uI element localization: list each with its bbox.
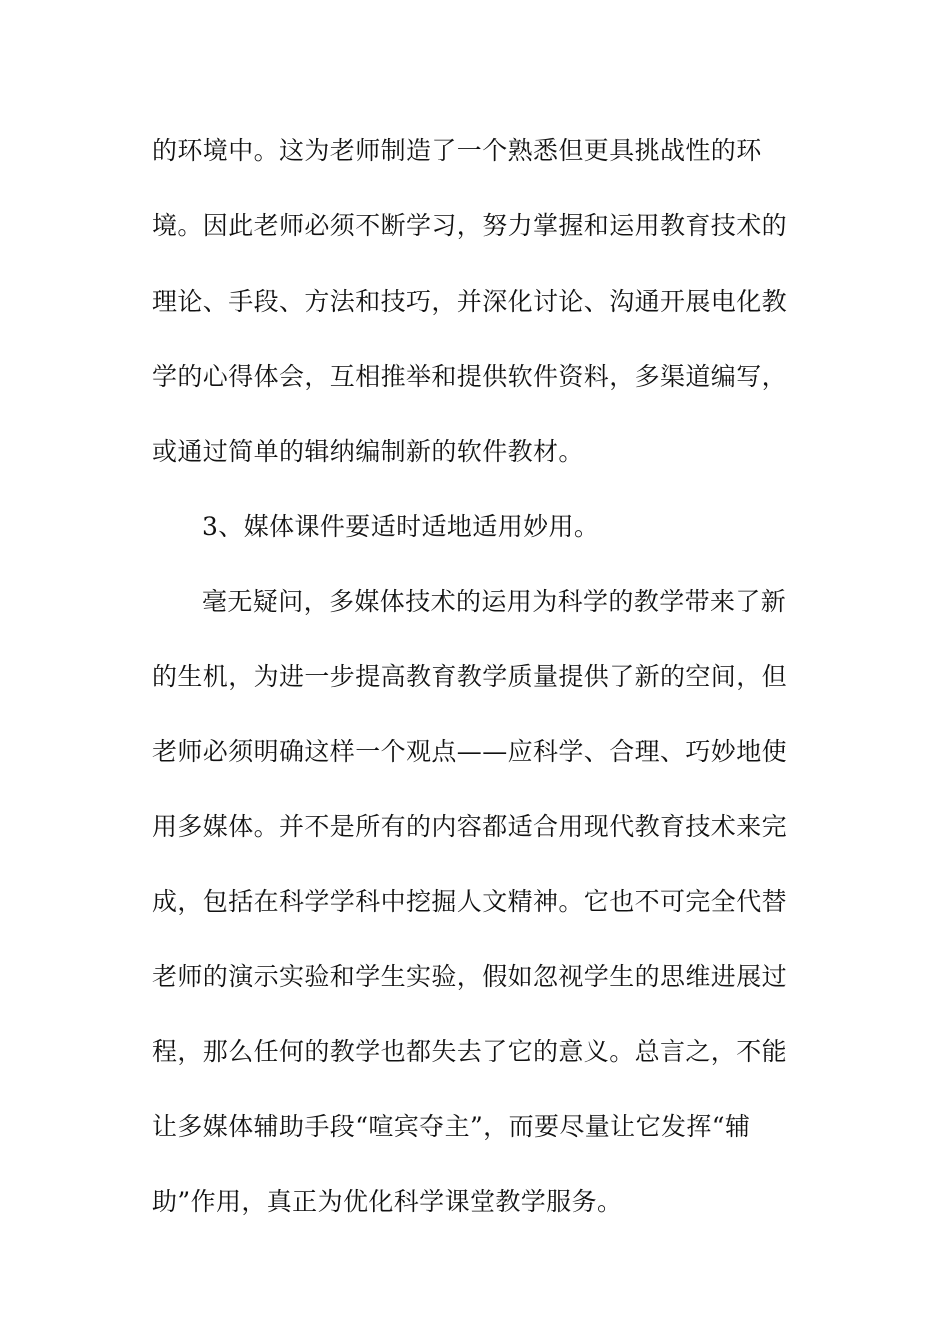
paragraph-line: 境。因此老师必须不断学习，努力掌握和运用教育技术的 <box>152 211 788 240</box>
paragraph-line: 的环境中。这为老师制造了一个熟悉但更具挑战性的环 <box>152 136 762 165</box>
paragraph-line: 让多媒体辅助手段“喧宾夺主”，而要尽量让它发挥“辅 <box>152 1112 751 1141</box>
paragraph-line: 的生机，为进一步提高教育教学质量提供了新的空间，但 <box>152 662 788 691</box>
paragraph-line: 学的心得体会，互相推举和提供软件资料，多渠道编写， <box>152 362 788 391</box>
paragraph-line: 理论、手段、方法和技巧，并深化讨论、沟通开展电化教 <box>152 287 788 316</box>
paragraph-line: 程，那么任何的教学也都失去了它的意义。总言之，不能 <box>152 1037 788 1066</box>
paragraph-line: 老师的演示实验和学生实验，假如忽视学生的思维进展过 <box>152 962 788 991</box>
paragraph-line: 老师必须明确这样一个观点——应科学、合理、巧妙地使 <box>152 737 788 766</box>
paragraph-line: 用多媒体。并不是所有的内容都适合用现代教育技术来完 <box>152 812 788 841</box>
paragraph-line: 助”作用，真正为优化科学课堂教学服务。 <box>152 1187 623 1216</box>
paragraph-line: 或通过简单的辑纳编制新的软件教材。 <box>152 437 584 466</box>
paragraph-line: 成，包括在科学学科中挖掘人文精神。它也不可完全代替 <box>152 887 788 916</box>
section-heading: 3、媒体课件要适时适地适用妙用。 <box>202 512 600 541</box>
paragraph-line: 毫无疑问，多媒体技术的运用为科学的教学带来了新 <box>202 587 787 616</box>
